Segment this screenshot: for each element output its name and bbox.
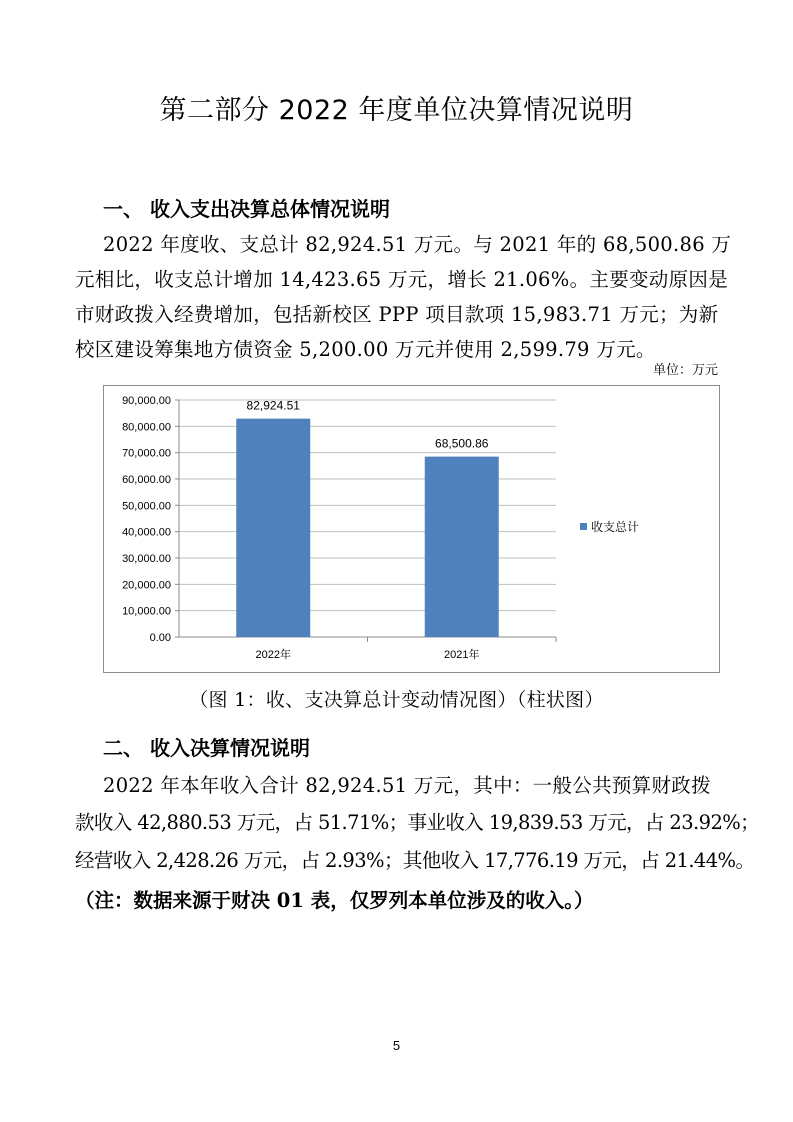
y-tick-label: 0.00 <box>149 632 171 644</box>
unit-label: 单位：万元 <box>652 363 718 378</box>
data-label: 68,500.86 <box>435 436 489 451</box>
y-tick-label: 80,000.00 <box>122 421 171 434</box>
section1-heading: 一、 收入支出决算总体情况说明 <box>103 197 390 221</box>
section2-line-3: 经营收入 2,428.26 万元，占 2.93%；其他收入 17,776.19 万元，占 21.44%。 <box>75 849 755 872</box>
section1-line-2: 元相比，收支总计增加 14,423.65 万元，增长 21.06%。主要变动原因是 <box>75 268 728 291</box>
legend-swatch <box>580 523 587 530</box>
page-title: 第二部分 2022 年度单位决算情况说明 <box>159 95 634 126</box>
y-tick-label: 20,000.00 <box>122 579 171 592</box>
y-tick-label: 60,000.00 <box>122 474 171 486</box>
y-tick-label: 10,000.00 <box>122 605 171 618</box>
data-label: 82,924.51 <box>246 398 300 413</box>
section2-line-2: 款收入 42,880.53 万元，占 51.71%；事业收入 19,839.53 万元，占 23.92%； <box>75 811 760 834</box>
bar <box>236 419 310 637</box>
y-tick-label: 40,000.00 <box>122 526 171 539</box>
y-tick-label: 70,000.00 <box>122 447 171 460</box>
legend-label: 收支总计 <box>591 520 640 534</box>
x-tick-label: 2022年 <box>255 649 291 661</box>
chart-svg <box>104 386 719 672</box>
section2-heading: 二、 收入决算情况说明 <box>103 736 310 760</box>
section2-line-1: 2022 年本年收入合计 82,924.51 万元，其中：一般公共预算财政拨 <box>103 774 711 797</box>
section1-line-1: 2022 年度收、支总计 82,924.51 万元。与 2021 年的 68,500.86 万 <box>103 233 732 256</box>
bar <box>425 457 499 637</box>
section1-line-4: 校区建设筹集地方债资金 5,200.00 万元并使用 2,599.79 万元。 <box>75 338 656 361</box>
y-tick-label: 30,000.00 <box>122 553 171 565</box>
y-tick-label: 50,000.00 <box>122 500 171 513</box>
bar-chart <box>103 385 720 673</box>
x-tick-label: 2021年 <box>444 649 480 661</box>
page-number: 5 <box>392 1038 401 1053</box>
figure-caption: （图 1：收、支决算总计变动情况图）（柱状图） <box>189 689 604 711</box>
y-tick-label: 90,000.00 <box>122 395 171 407</box>
source-note: （注：数据来源于财决 01 表，仅罗列本单位涉及的收入。） <box>75 889 594 912</box>
section1-line-3: 市财政拨入经费增加，包括新校区 PPP 项目款项 15,983.71 万元；为新 <box>75 303 719 326</box>
